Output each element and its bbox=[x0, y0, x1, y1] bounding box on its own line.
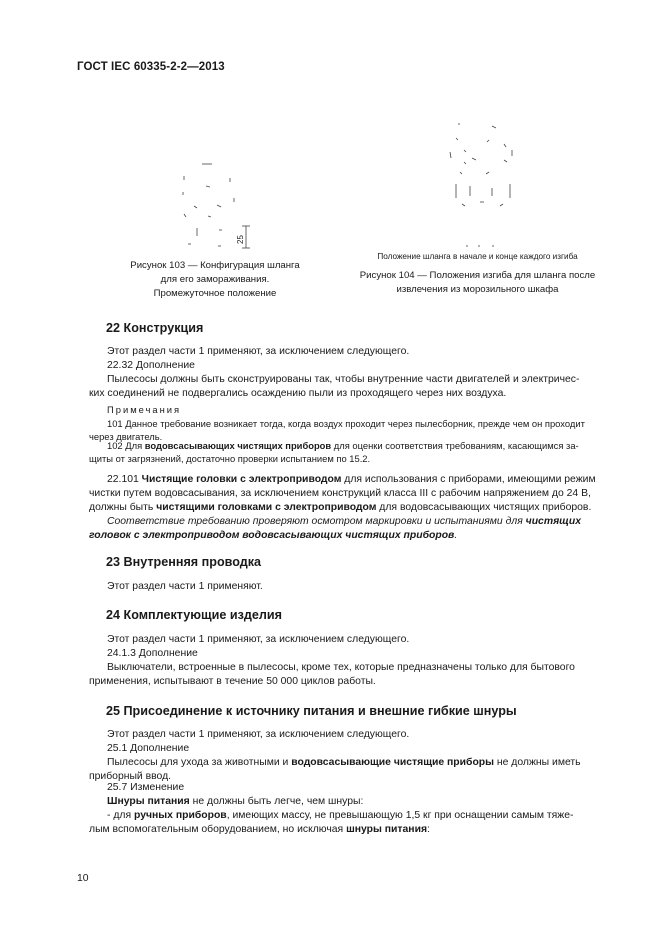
clause-22-101 bbox=[107, 473, 607, 488]
clause-term: Чистящие головки с электроприводом bbox=[141, 474, 342, 485]
clause-text: должны быть bbox=[89, 502, 157, 513]
figure-103-caption-line: Рисунок 103 — Конфигурация шланга bbox=[130, 260, 300, 271]
page-number: 10 bbox=[77, 873, 89, 884]
figure-103-dimension: 25 bbox=[236, 235, 245, 244]
section-24-paragraph: Выключатели, встроенные в пылесосы, кроме тех, которые предназначены только для бытового bbox=[107, 662, 575, 673]
paragraph-text: не должны иметь bbox=[494, 757, 581, 768]
paragraph-term: ручных приборов bbox=[134, 810, 227, 821]
paragraph-text: - для bbox=[107, 810, 134, 821]
figure-103-caption-line: Промежуточное положение bbox=[153, 288, 277, 299]
list-item bbox=[107, 809, 607, 824]
figure-104-caption bbox=[345, 269, 610, 297]
note-102-term: водовсасывающих чистящих приборов bbox=[144, 440, 332, 451]
paragraph-term: шнуры питания bbox=[346, 824, 428, 835]
section-24-paragraph: применения, испытывают в течение 50 000 циклов работы. bbox=[89, 676, 376, 687]
clause-22-101: чистки путем водовсасывания, за исключением конструкций класса III с рабочим напряжением до 24 В, bbox=[89, 488, 591, 499]
section-22-paragraph: Пылесосы должны быть сконструированы так, чтобы внутренние части двигателей и электричес- bbox=[107, 374, 580, 385]
clause-number: 22.101 bbox=[107, 474, 142, 485]
figure-104-caption-line: извлечения из морозильного шкафа bbox=[396, 284, 559, 295]
note-102 bbox=[107, 439, 607, 453]
compliance-statement bbox=[89, 529, 613, 544]
list-item bbox=[89, 823, 613, 838]
note-102: щиты от загрязнений, достаточно проверки испытанием по 15.2. bbox=[89, 453, 371, 464]
paragraph-text: Пылесосы для ухода за животными и bbox=[107, 757, 292, 768]
section-25-title: 25 Присоединение к источнику питания и внешние гибкие шнуры bbox=[106, 704, 517, 718]
section-23-paragraph: Этот раздел части 1 применяют. bbox=[107, 581, 263, 592]
section-22-paragraph: Этот раздел части 1 применяют, за исключением следующего. bbox=[107, 346, 410, 357]
section-23-title: 23 Внутренняя проводка bbox=[106, 555, 262, 569]
clause-text: для использования с приборами, имеющими режим bbox=[341, 474, 596, 485]
paragraph-text: , имеющих массу, не превышающую 1,5 кг при оснащении самым тяже- bbox=[226, 810, 574, 821]
section-22-subclause: 22.32 Дополнение bbox=[107, 360, 195, 371]
paragraph-text: не должны быть легче, чем шнуры: bbox=[189, 796, 364, 807]
clause-text: для водовсасывающих чистящих приборов. bbox=[376, 502, 592, 513]
compliance-text: . bbox=[454, 530, 458, 541]
section-25-paragraph: приборный ввод. bbox=[89, 771, 172, 782]
section-24-subclause: 24.1.3 Дополнение bbox=[107, 648, 198, 659]
figure-104-drawing bbox=[440, 118, 530, 253]
section-25-subclause: 25.7 Изменение bbox=[107, 782, 185, 793]
section-25-paragraph bbox=[107, 795, 607, 810]
note-102-text: для оценки соответствия требованиям, касающимся за- bbox=[331, 440, 579, 451]
note-101: 101 Данное требование возникает тогда, когда воздух проходит через пылесборник, прежде чем он проходит bbox=[107, 418, 585, 429]
paragraph-text: лым вспомогательным оборудованием, но исключая bbox=[89, 824, 347, 835]
compliance-text: Соответствие требованию проверяют осмотром маркировки и испытаниями для bbox=[107, 516, 526, 527]
figure-103-drawing bbox=[170, 150, 265, 250]
figure-103-caption-line: для его замораживания. bbox=[160, 274, 270, 285]
figure-104-caption-line: Рисунок 104 — Положения изгиба для шланга после bbox=[359, 270, 596, 281]
section-25-paragraph bbox=[107, 756, 607, 771]
section-25-subclause: 25.1 Дополнение bbox=[107, 743, 190, 754]
section-22-title: 22 Конструкция bbox=[106, 321, 204, 335]
paragraph-term: Шнуры питания bbox=[107, 796, 190, 807]
section-24-paragraph: Этот раздел части 1 применяют, за исключением следующего. bbox=[107, 634, 410, 645]
section-22-paragraph: ких соединений не подвергались осаждению пыли из проходящего через них воздуха. bbox=[89, 388, 507, 399]
compliance-term: чистящих bbox=[525, 516, 582, 527]
section-25-paragraph: Этот раздел части 1 применяют, за исключением следующего. bbox=[107, 729, 410, 740]
clause-22-101 bbox=[89, 501, 613, 516]
section-24-title: 24 Комплектующие изделия bbox=[106, 608, 282, 622]
compliance-statement bbox=[107, 515, 607, 530]
document-header: ГОСТ IEC 60335-2-2—2013 bbox=[77, 61, 225, 73]
note-102-text: 102 Для bbox=[107, 440, 145, 451]
figure-103-caption bbox=[110, 259, 320, 301]
notes-heading: Примечания bbox=[107, 404, 182, 415]
note-101: через двигатель. bbox=[89, 431, 163, 442]
paragraph-term: водовсасывающие чистящие приборы bbox=[291, 757, 495, 768]
clause-term: чистящими головками с электроприводом bbox=[156, 502, 377, 513]
compliance-term: головок с электроприводом водовсасывающих чистящих приборов bbox=[89, 530, 455, 541]
figure-104-subcaption: Положение шланга в начале и конце каждого изгиба bbox=[377, 252, 578, 261]
paragraph-text: : bbox=[427, 824, 430, 835]
